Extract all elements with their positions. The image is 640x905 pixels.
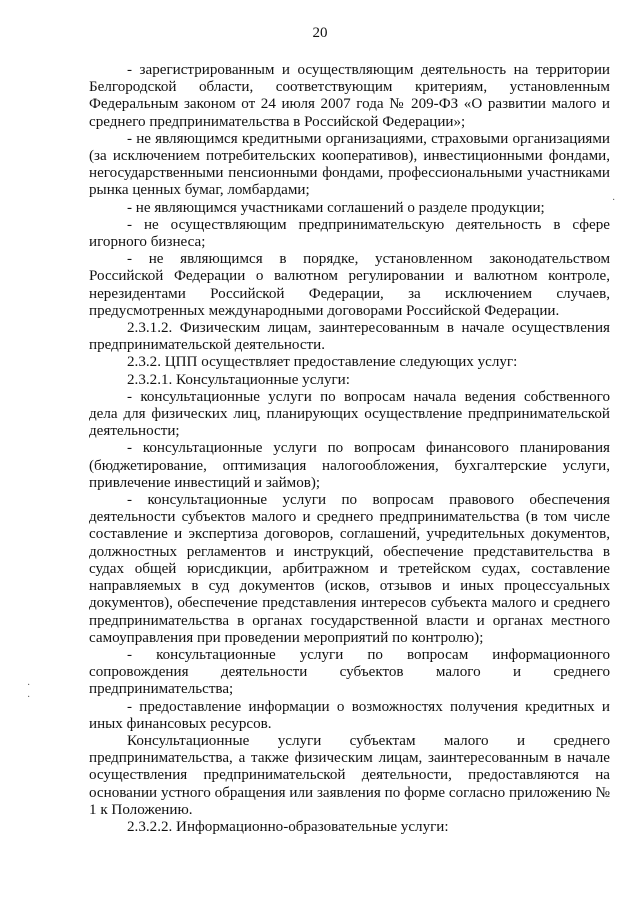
list-item: - консультационные услуги по вопросам правового обеспечения деятельности субъектов малого и среднего предпринимательства (в том числе составление и экспертиза договоров, соглашений, учредительных документов, должностных регламентов и инструкций, обеспечение представительства в судах общей юрисдикции, арбитражном и третейском судах, составление направляемых в суд документов (исков, отзывов и иных процессуальных документов), обеспечение представления интересов субъекта малого и среднего предпринимательства в органах государственной власти и органах местного самоуправления при проведении мероприятий по контролю); bbox=[89, 492, 610, 646]
paragraph: Консультационные услуги субъектам малого и среднего предпринимательства, а также физическим лицам, заинтересованным в начале осуществления предпринимательской деятельности, предоставляются на основании устного обращения или заявления по форме согласно приложению № 1 к Положению. bbox=[89, 732, 610, 818]
list-item: - консультационные услуги по вопросам финансового планирования (бюджетирование, оптимизация налогообложения, бухгалтерские услуги, привлечение инвестиций и займов); bbox=[89, 440, 610, 491]
page-body bbox=[89, 62, 610, 836]
scan-dot-mark: · bbox=[27, 680, 31, 691]
section-heading: 2.3.2.1. Консультационные услуги: bbox=[127, 371, 350, 388]
list-item: - предоставление информации о возможностях получения кредитных и иных финансовых ресурсов. bbox=[89, 698, 610, 732]
scan-dot-mark: · bbox=[612, 195, 616, 206]
paragraph: 2.3.1.2. Физическим лицам, заинтересованным в начале осуществления предпринимательской деятельности. bbox=[89, 320, 610, 354]
list-item: - не осуществляющим предпринимательскую деятельность в сфере игорного бизнеса; bbox=[89, 216, 610, 251]
list-item: - консультационные услуги по вопросам начала ведения собственного дела для физических лиц, планирующих осуществление предпринимательской деятельности; bbox=[89, 388, 610, 440]
scan-dot-mark: · bbox=[27, 692, 31, 703]
list-item: - не являющимся участниками соглашений о разделе продукции; bbox=[127, 199, 545, 216]
section-heading: 2.3.2. ЦПП осуществляет предоставление следующих услуг: bbox=[127, 354, 518, 371]
list-item: - не являющимся в порядке, установленном законодательством Российской Федерации о валютном регулировании и валютном контроле, нерезидентами Российской Федерации, за исключением случаев, предусмотренных международными договорами Российской Федерации. bbox=[89, 251, 610, 319]
list-item: - зарегистрированным и осуществляющим деятельность на территории Белгородской области, соответствующим критериям, установленным Федеральным законом от 24 июля 2007 года № 209-ФЗ «О развитии малого и среднего предпринимательства в Российской Федерации»; bbox=[89, 62, 610, 130]
list-item: - не являющимся кредитными организациями, страховыми организациями (за исключением потребительских кооперативов), инвестиционными фондами, негосударственными пенсионными фондами, профессиональными участниками рынка ценных бумаг, ломбардами; bbox=[89, 130, 610, 199]
page-number: 20 bbox=[312, 25, 328, 41]
section-heading: 2.3.2.2. Информационно-образовательные услуги: bbox=[127, 818, 449, 835]
list-item: - консультационные услуги по вопросам информационного сопровождения деятельности субъектов малого и среднего предпринимательства; bbox=[89, 646, 610, 698]
